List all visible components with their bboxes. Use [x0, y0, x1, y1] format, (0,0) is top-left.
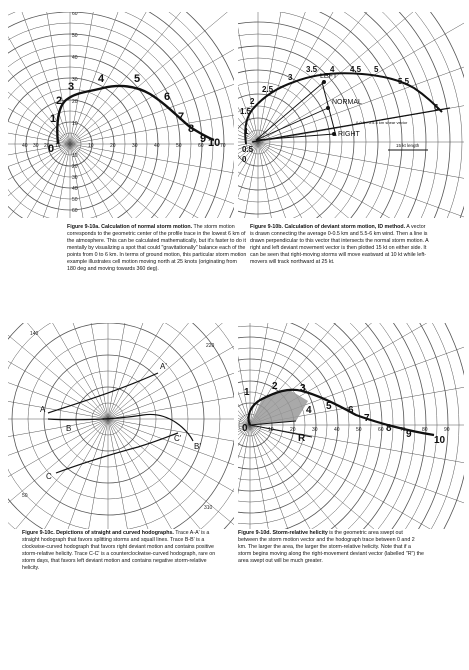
- grid-spoke: [238, 12, 258, 142]
- grid-spoke: [238, 323, 250, 425]
- axis-label: 20: [290, 427, 296, 433]
- hodograph-point-label: 2: [56, 95, 63, 107]
- caption-title-b: Figure 9-10b. Calculation of deviant storm motion, ID method.: [250, 224, 406, 230]
- hodograph-point-label: 0: [242, 155, 247, 164]
- grid-spoke: [70, 12, 224, 144]
- grid-spoke: [108, 384, 234, 419]
- axis-label: 40: [334, 427, 340, 433]
- polar-grid-c: [8, 323, 234, 529]
- ring-label: 60: [198, 143, 204, 149]
- axis-label: 10: [268, 427, 274, 433]
- caption-title-a: Figure 9-10a. Calculation of normal storm motion.: [67, 224, 193, 230]
- hodograph-point-label: 8: [386, 423, 392, 434]
- hodograph-point-label: 5: [134, 73, 141, 85]
- ring-label: 60: [72, 12, 78, 17]
- kt-scale-label: 15 kt length: [396, 143, 420, 148]
- figure-caption-c: [22, 530, 222, 572]
- hodograph-point-label: 8: [188, 123, 195, 135]
- hodograph-point-label: 3.5: [306, 65, 318, 74]
- grid-ring: [238, 46, 354, 218]
- hodograph-figure-d: [238, 323, 464, 529]
- hodograph-point-label: 3: [300, 383, 306, 394]
- grid-spoke: [238, 425, 250, 529]
- grid-spoke: [238, 425, 250, 529]
- axis-label: 70: [400, 427, 406, 433]
- left-label: LEFT: [320, 73, 338, 80]
- grid-spoke: [238, 323, 250, 425]
- grid-spoke: [238, 12, 258, 142]
- hodograph-point-label: 3: [288, 73, 293, 82]
- hodograph-point-label: 1: [244, 127, 249, 136]
- grid-spoke: [108, 323, 234, 419]
- grid-spoke: [238, 323, 250, 425]
- hodograph-point-label: R: [298, 433, 306, 444]
- caption-body-c: Trace A-A' is a straight hodograph that favors splitting storms and squall lines. Trace B-B' is a clockwise-curved hodograph that favors right deviant motion and contains positive storm-relative helicity. Trace C-C' is a counterclockwise-curved hodograph, rare on storm days, that favors left deviant motion and contains negative storm-relative helicity.: [22, 530, 216, 571]
- caption-title-c: Figure 9-10c. Depictions of straight and curved hodographs.: [22, 530, 174, 536]
- normal-label: NORMAL: [332, 99, 362, 106]
- grid-ring: [8, 34, 180, 218]
- helicity-shaded-area: [250, 389, 308, 425]
- grid-spoke: [238, 336, 250, 425]
- hodograph-point-label: 0.5: [242, 145, 254, 154]
- trace-label-a-prime: A': [160, 362, 167, 371]
- shear-vector-label: 0-0.5 - 5.5-6 km shear vector: [356, 120, 408, 125]
- ring-label: 30: [72, 175, 78, 181]
- grid-spoke: [70, 144, 234, 218]
- grid-spoke: [108, 419, 234, 454]
- right-label: RIGHT: [338, 131, 360, 138]
- hodograph-point-label: 5: [374, 65, 379, 74]
- trace-label-b: B: [66, 424, 72, 433]
- polar-grid-d: [238, 323, 464, 529]
- hodograph-point-label: 4: [306, 405, 312, 416]
- grid-spoke: [238, 323, 250, 425]
- grid-spoke: [73, 419, 108, 529]
- ring-label: 50: [72, 33, 78, 39]
- caption-body-d: is the geometric area swept out between the storm motion vector and the hodograph trace between 0 and 2 km. The larger the area, the larger the storm-relative helicity. Note that if a storm begins moving along the right-movement deviant vector (labelled "R") the area swept out will be much greater.: [238, 530, 425, 564]
- corner-label-310: 310: [204, 505, 213, 511]
- hodograph-point-label: 9: [200, 133, 207, 145]
- grid-spoke: [8, 24, 70, 144]
- hodograph-point-label: 5: [326, 401, 332, 412]
- ring-label: 30: [33, 143, 39, 149]
- axis-label: 90: [444, 427, 450, 433]
- ring-label: 10: [72, 153, 78, 159]
- grid-spoke: [238, 12, 258, 142]
- ring-label: 10: [72, 121, 78, 127]
- grid-spoke: [108, 419, 143, 529]
- grid-spoke: [108, 323, 176, 419]
- ring-label: 40: [72, 55, 78, 61]
- grid-spoke: [70, 144, 234, 218]
- hodograph-point-label: 0: [48, 143, 55, 155]
- axis-label: 60: [378, 427, 384, 433]
- hodograph-point-label: 4: [330, 65, 335, 74]
- hodograph-point-label: 10: [208, 137, 221, 149]
- ring-label: 50: [176, 143, 182, 149]
- hodograph-point-label: 7: [178, 111, 185, 123]
- normal-point: [326, 106, 330, 110]
- hodograph-point-label: 4.5: [350, 65, 362, 74]
- hodograph-point-label: 9: [406, 429, 412, 440]
- grid-spoke: [258, 142, 464, 187]
- ring-label: 10: [55, 143, 61, 149]
- hodograph-point-label: 0: [242, 423, 248, 434]
- grid-spoke: [8, 419, 108, 529]
- grid-spoke: [238, 425, 250, 514]
- trace-label-a: A: [40, 405, 46, 414]
- hodograph-figure-c: [8, 323, 234, 529]
- figure-caption-d: [238, 530, 424, 565]
- caption-body-b: A vector is drawn connecting the average 0-0.5 km and 5.5-6 km wind. Then a line is drawn perpendicular to this vector that intersects the normal storm motion. A right and left deviant movement vector is then plotted 15 kt on either side. It can be seen that right-moving storms will move eastward at 10 kt while left-movers will track northward at 25 kt.: [250, 224, 429, 265]
- grid-spoke: [250, 425, 295, 529]
- grid-spoke: [238, 425, 250, 529]
- hodograph-point-label: 5.5: [398, 77, 410, 86]
- grid-spoke: [238, 425, 250, 529]
- left-point: [322, 80, 326, 84]
- hodograph-figure-a: [8, 12, 234, 218]
- grid-ring: [238, 323, 448, 529]
- grid-spoke: [8, 419, 108, 529]
- ring-label: 30: [72, 77, 78, 83]
- hodograph-point-label: 2: [272, 381, 278, 392]
- grid-spoke: [238, 12, 258, 142]
- grid-spoke: [238, 425, 250, 529]
- ring-label: 40: [72, 186, 78, 192]
- ring-label: 20: [44, 143, 50, 149]
- polar-grid-b: [238, 12, 464, 218]
- corner-label-50: 50: [22, 493, 28, 499]
- corner-label-220: 220: [206, 343, 215, 349]
- hodograph-point-label: 7: [364, 413, 370, 424]
- grid-ring: [238, 323, 393, 529]
- grid-spoke: [70, 144, 234, 218]
- grid-spoke: [8, 419, 108, 487]
- grid-spoke: [70, 24, 234, 144]
- ring-label: 40: [22, 143, 28, 149]
- hodograph-point-label: 6: [348, 405, 354, 416]
- ring-label: 50: [72, 197, 78, 203]
- figure-caption-a: [67, 224, 247, 273]
- grid-spoke: [108, 419, 234, 519]
- hodograph-point-label: 6: [434, 103, 439, 112]
- ring-label: 20: [72, 99, 78, 105]
- hodograph-point-label: 1: [244, 387, 250, 398]
- axis-label: 80: [422, 427, 428, 433]
- grid-ring: [238, 12, 450, 218]
- grid-spoke: [108, 323, 234, 419]
- grid-spoke: [108, 419, 208, 529]
- grid-spoke: [108, 323, 234, 419]
- axis-labels-d: [268, 427, 450, 433]
- hodograph-point-label: 10: [434, 435, 446, 446]
- axis-label: 50: [356, 427, 362, 433]
- ring-label: 20: [110, 143, 116, 149]
- ring-label: 20: [72, 164, 78, 170]
- trace-label-c-prime: C': [174, 434, 182, 443]
- grid-spoke: [8, 419, 108, 529]
- grid-spoke: [70, 144, 152, 218]
- hodograph-point-label: 2: [250, 97, 255, 106]
- hodograph-figure-b: [238, 12, 464, 218]
- grid-ring: [8, 23, 191, 218]
- hodograph-point-label: 4: [98, 73, 105, 85]
- caption-title-d: Figure 9-10d. Storm-relative helicity: [238, 530, 328, 536]
- grid-spoke: [238, 323, 250, 425]
- grid-ring: [8, 12, 224, 218]
- grid-spoke: [70, 12, 190, 144]
- ring-label: 30: [132, 143, 138, 149]
- grid-ring: [238, 323, 371, 529]
- hodograph-point-label: 1: [50, 113, 57, 125]
- ring-label: 40: [154, 143, 160, 149]
- ring-label: 60: [72, 208, 78, 214]
- axis-label: 30: [312, 427, 318, 433]
- grid-ring: [238, 323, 382, 529]
- figure-caption-b: [250, 224, 430, 266]
- right-point: [332, 132, 336, 136]
- grid-spoke: [70, 62, 234, 144]
- polar-grid-a: [8, 12, 234, 218]
- hodograph-point-label: 6: [164, 91, 171, 103]
- grid-spoke: [238, 12, 258, 142]
- hodograph-point-label: 2.5: [262, 85, 274, 94]
- grid-spoke: [238, 323, 250, 425]
- grid-spoke: [8, 351, 108, 419]
- trace-label-c: C: [46, 472, 52, 481]
- hodograph-point-label: 3: [68, 81, 75, 93]
- ring-label: 10: [88, 143, 94, 149]
- hodograph-point-label: 1.5: [240, 107, 252, 116]
- trace-label-b-prime: B': [194, 442, 201, 451]
- caption-body-a: The storm motion corresponds to the geometric center of the profile trace in the lowest 6 km of the atmosphere. This can be calculated mathematically, but it's faster to do it mentally by visualizing a spot that could "gravitationally" balance each of the points from 0 to 6 km. In terms of ground motion, this particular storm motion example illustrates cell motion moving north at 25 knots (originating from 180 deg and moving towards 360 deg).: [67, 224, 247, 272]
- ring-label: 70: [220, 143, 226, 149]
- grid-spoke: [238, 425, 250, 529]
- corner-label-140: 140: [30, 331, 39, 337]
- grid-spoke: [238, 12, 258, 142]
